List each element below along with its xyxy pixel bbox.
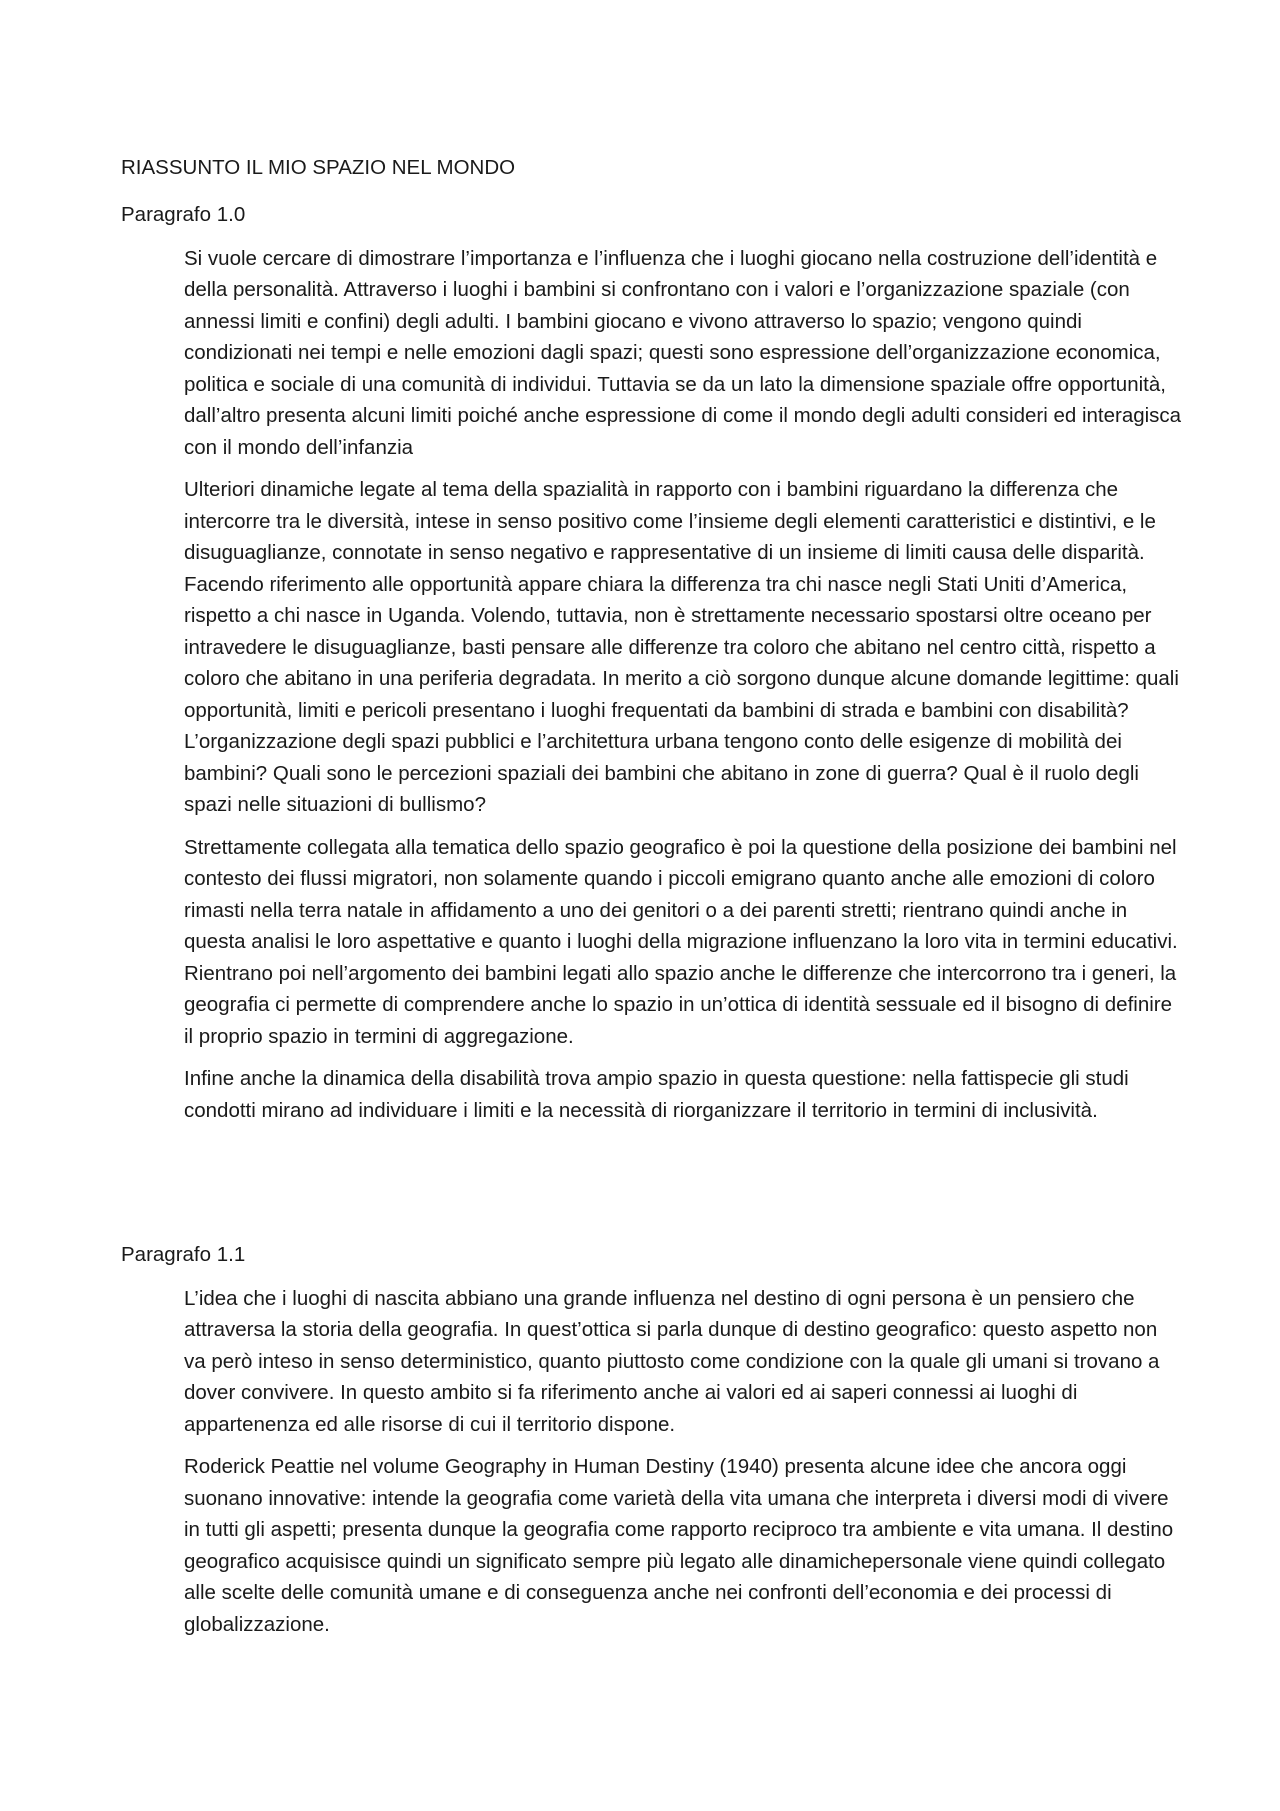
document-title: RIASSUNTO IL MIO SPAZIO NEL MONDO <box>121 156 516 179</box>
section-body <box>184 243 1182 1127</box>
section-heading: Paragrafo 1.0 <box>121 203 246 226</box>
section-body <box>184 1283 1174 1641</box>
section-heading: Paragrafo 1.1 <box>121 1243 246 1266</box>
paragraph: Infine anche la dinamica della disabilità trova ampio spazio in questa questione: nella fattispecie gli studi condotti mirano ad individuare i limiti e la necessità di riorganizzare il territorio in termini di inclusività. <box>184 1067 1129 1122</box>
paragraph: Strettamente collegata alla tematica dello spazio geografico è poi la questione della posizione dei bambini nel contesto dei flussi migratori, non solamente quando i piccoli emigrano quanto anche alle emozioni di coloro rimasti nella terra natale in affidamento a uno dei genitori o a dei parenti stretti; rientrano quindi anche in questa analisi le loro aspettative e quanto i luoghi della migrazione influenzano la loro vita in termini educativi. Rientrano poi nell’argomento dei bambini legati allo spazio anche le differenze che intercorrono tra i generi, la geografia ci permette di comprendere anche lo spazio in un’ottica di identità sessuale ed il bisogno di definire il proprio spazio in termini di aggregazione. <box>184 835 1178 1048</box>
paragraph: Si vuole cercare di dimostrare l’importanza e l’influenza che i luoghi giocano nella costruzione dell’identità e della personalità. Attraverso i luoghi i bambini si confrontano con i valori e l’organizzazione spaziale (con annessi limiti e confini) degli adulti. I bambini giocano e vivono attraverso lo spazio; vengono quindi condizionati nei tempi e nelle emozioni dagli spazi; questi sono espressione dell’organizzazione economica, politica e sociale di una comunità di individui. Tuttavia se da un lato la dimensione spaziale offre opportunità, dall’altro presenta alcuni limiti poiché anche espressione di come il mondo degli adulti consideri ed interagisca con il mondo dell’infanzia <box>184 246 1182 459</box>
paragraph: Roderick Peattie nel volume Geography in Human Destiny (1940) presenta alcune idee che ancora oggi suonano innovative: intende la geografia come varietà della vita umana che interpreta i diversi modi di vivere in tutti gli aspetti; presenta dunque la geografia come rapporto reciproco tra ambiente e vita umana. Il destino geografico acquisisce quindi un significato sempre più legato alle dinamichepersonale viene quindi collegato alle scelte delle comunità umane e di conseguenza anche nei confronti dell’economia e dei processi di globalizzazione. <box>184 1455 1174 1636</box>
paragraph: L’idea che i luoghi di nascita abbiano una grande influenza nel destino di ogni persona è un pensiero che attraversa la storia della geografia. In quest’ottica si parla dunque di destino geografico: questo aspetto non va però inteso in senso deterministico, quanto piuttosto come condizione con la quale gli umani si trovano a dover convivere. In questo ambito si fa riferimento anche ai valori ed ai saperi connessi ai luoghi di appartenenza ed alle risorse di cui il territorio dispone. <box>184 1286 1160 1436</box>
section-paragrafo-1-0 <box>121 199 1182 1126</box>
section-paragrafo-1-1 <box>121 1239 1174 1640</box>
paragraph: Ulteriori dinamiche legate al tema della spazialità in rapporto con i bambini riguardano la differenza che intercorre tra le diversità, intese in senso positivo come l’insieme degli elementi caratteristici e distintivi, e le disuguaglianze, connotate in senso negativo e rappresentative di un insieme di limiti causa delle disparità. Facendo riferimento alle opportunità appare chiara la differenza tra chi nasce negli Stati Uniti d’America, rispetto a chi nasce in Uganda. Volendo, tuttavia, non è strettamente necessario spostarsi oltre oceano per intravedere le disuguaglianze, basti pensare alle differenze tra coloro che abitano nel centro città, rispetto a coloro che abitano in una periferia degradata. In merito a ciò sorgono dunque alcune domande legittime: quali opportunità, limiti e pericoli presentano i luoghi frequentati da bambini di strada e bambini con disabilità? L’organizzazione degli spazi pubblici e l’architettura urbana tengono conto delle esigenze di mobilità dei bambini? Quali sono le percezioni spaziali dei bambini che abitano in zone di guerra? Qual è il ruolo degli spazi nelle situazioni di bullismo? <box>184 478 1179 816</box>
